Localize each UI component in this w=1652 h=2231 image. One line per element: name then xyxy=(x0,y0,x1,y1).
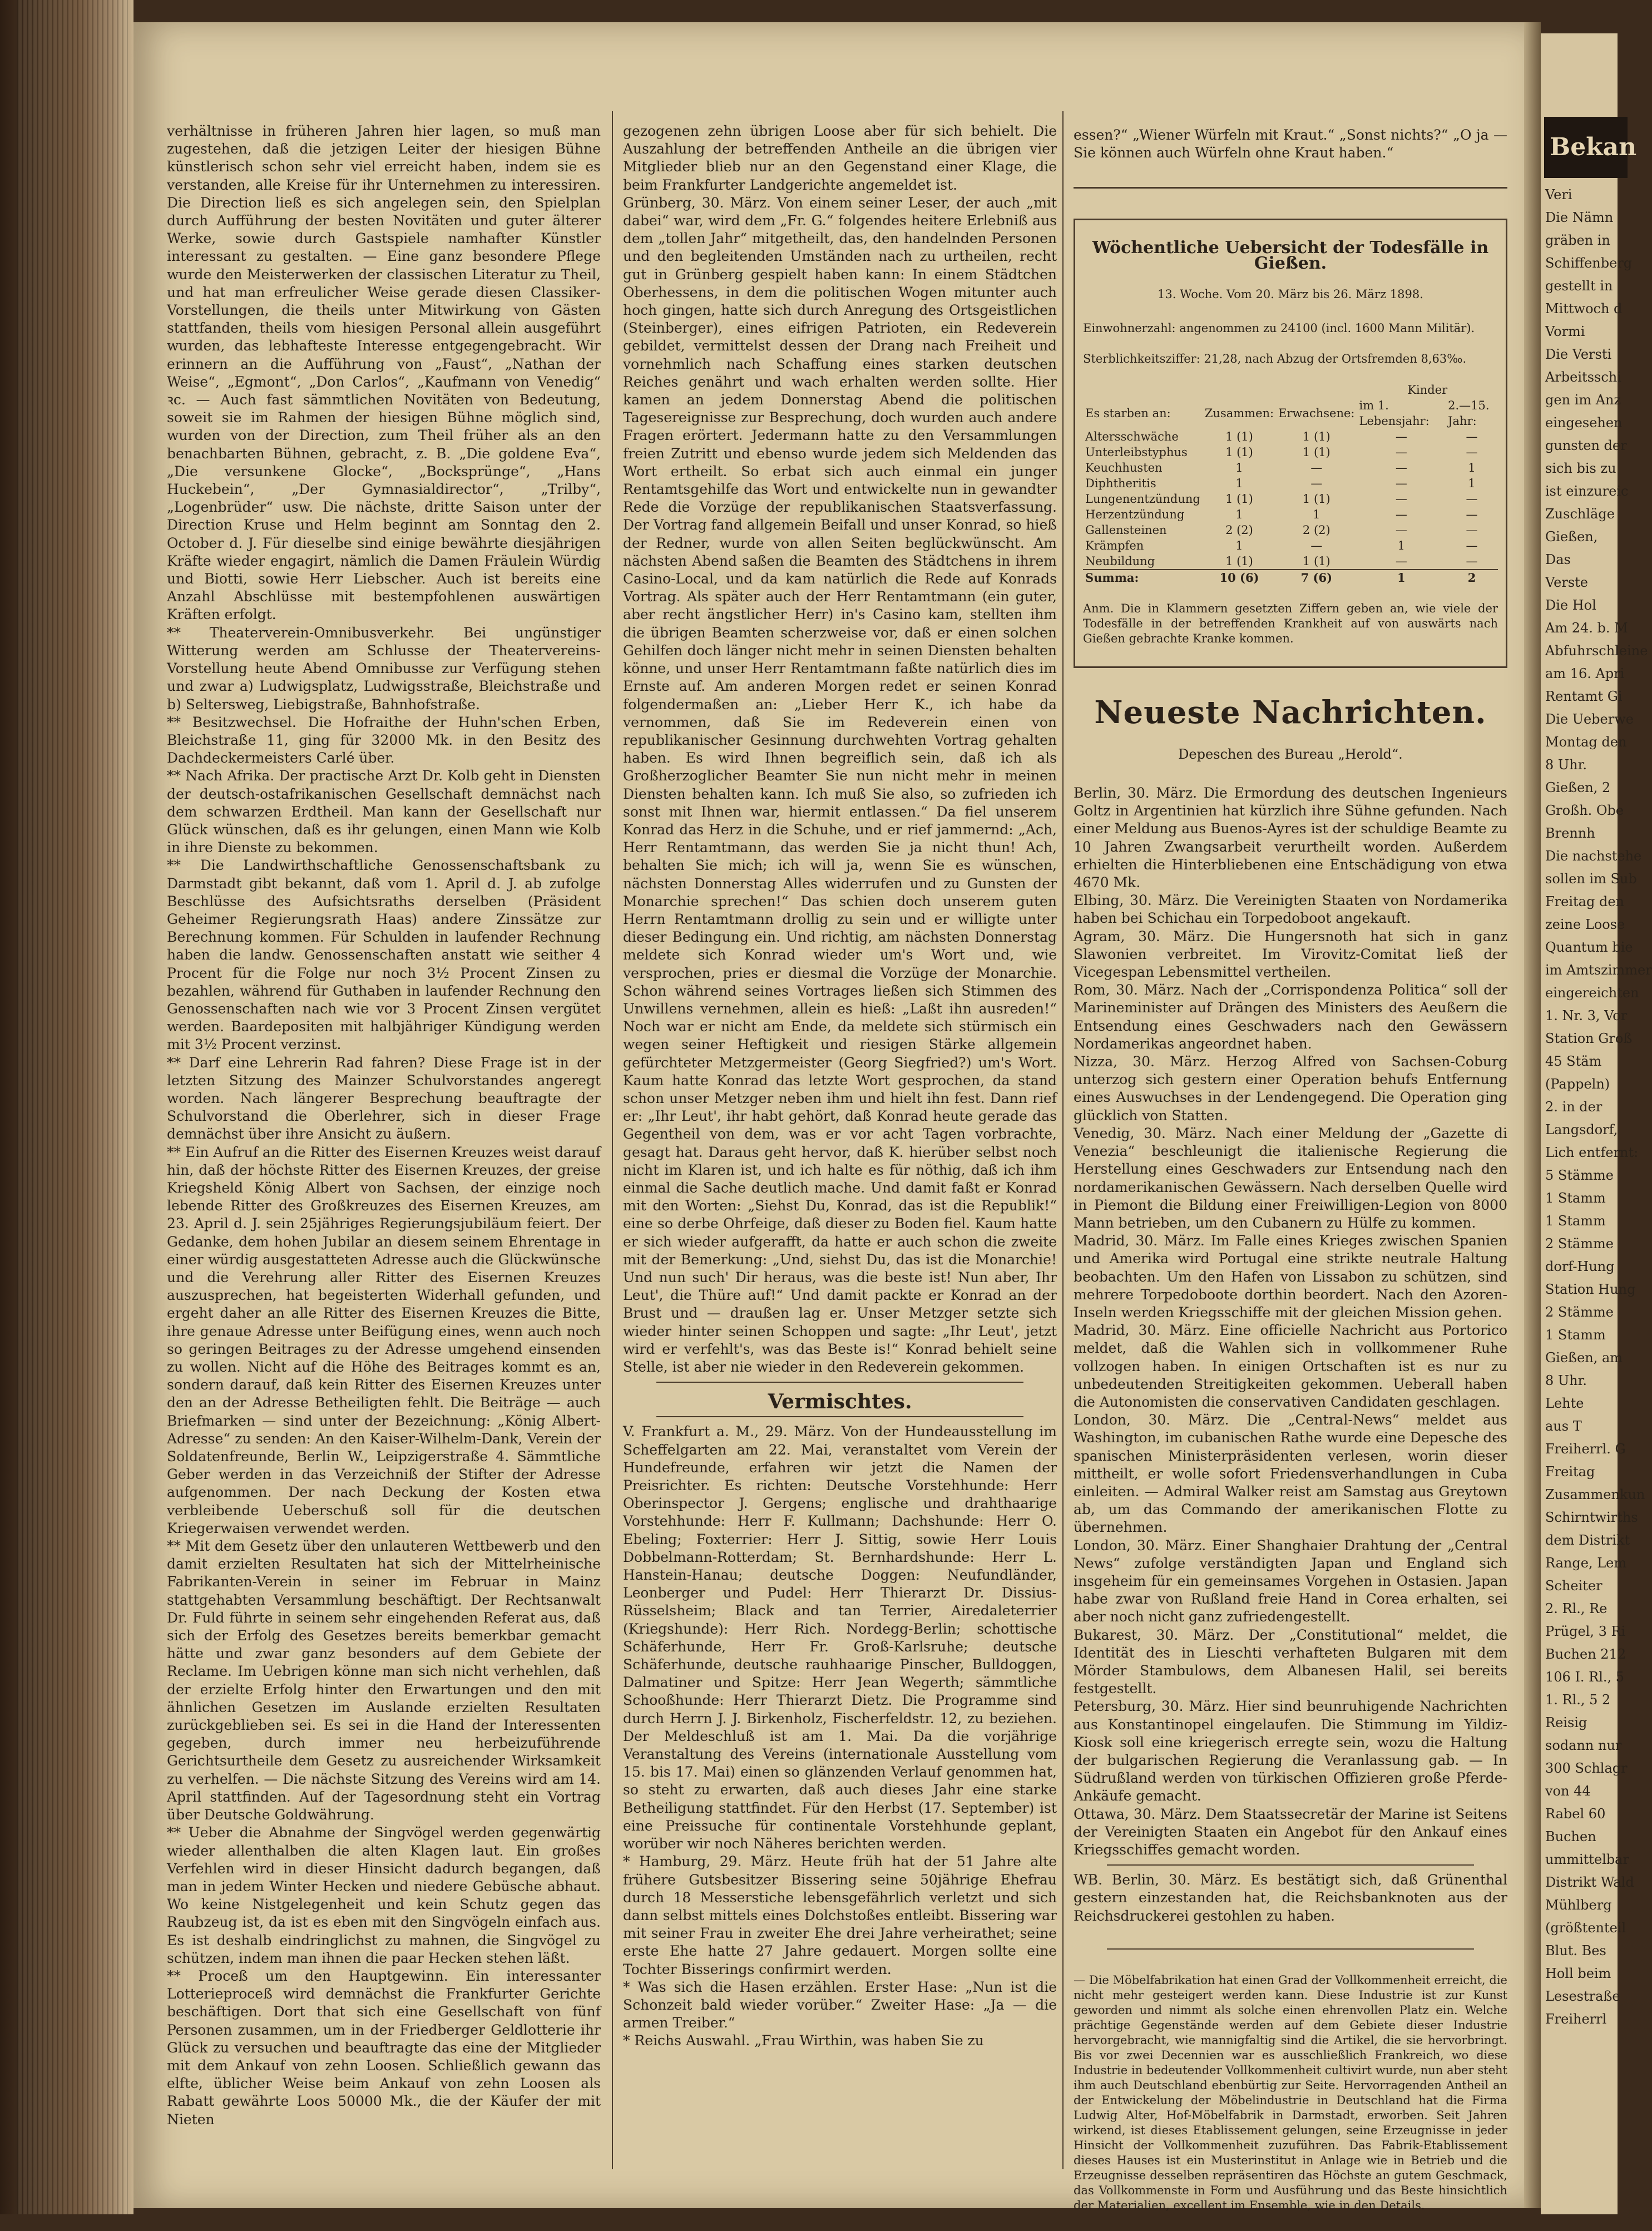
adjacent-line: (größtenteil xyxy=(1545,1920,1626,1936)
article-paragraph: ** Theaterverein-Omnibusverkehr. Bei ungünstiger Witterung werden am Schlusse der Theatervereins-Vorstellung heute Abend Omnibusse zur Verfügung stehen und zwar a) Ludwigsplatz, Ludwigsstraße, Bleichstraße und b) Seltersweg, Liebigstraße, Bahnhofstraße. xyxy=(167,624,601,713)
divider xyxy=(1107,1948,1474,1950)
table-cell: — xyxy=(1466,555,1478,568)
adjacent-line: 2 Stämme xyxy=(1545,1304,1614,1320)
adjacent-line: am 16. Apri xyxy=(1545,666,1625,681)
table-cell: 1 (1) xyxy=(1302,446,1330,459)
adjacent-line: gen im Anz xyxy=(1545,392,1621,408)
table-sum-row xyxy=(1083,570,1498,586)
adjacent-line: Prügel, 3 Ri xyxy=(1545,1624,1626,1639)
news-item: London, 30. März. Einer Shanghaier Drahtung der „Central News“ zufolge verständigten Japan und England sich insgeheim für ein gemeinsames Vorgehen in Ostasien. Japan habe zwar von Rußland freie Hand in Corea erhalten, sei aber noch nicht ganz zufriedengestellt. xyxy=(1074,1537,1507,1625)
adjacent-line: Gießen, 2 xyxy=(1545,780,1611,795)
table-cell: 1 xyxy=(1235,461,1243,475)
table-cell: 1 (1) xyxy=(1225,555,1253,568)
column-middle xyxy=(623,122,1057,2050)
adjacent-line: Zuschläge xyxy=(1545,506,1615,522)
table-cell: — xyxy=(1395,446,1407,459)
adjacent-line: gunsten der xyxy=(1545,438,1627,453)
article-paragraph: ** Ueber die Abnahme der Singvögel werden gegenwärtig wieder allenthalben die alten Klagen laut. Ein großes Verfehlen wird in dieser Hinsicht dadurch begangen, daß man in jedem Winter Hecken und niedere Gebüsche abhaut. Wo keine Nistgelegenheit und kein Schutz gegen das Raubzeug ist, da ist es eben mit den Singvögeln einfach aus. Es ist deshalb eindringlichst zu mahnen, die Singvögel zu schützen, indem man ihnen die paar Hecken stehen läßt. xyxy=(167,1824,601,1966)
table-header: Es starben an: xyxy=(1085,407,1171,421)
adjacent-line: Lehte xyxy=(1545,1396,1584,1411)
table-cell: Summa: xyxy=(1083,570,1203,586)
adjacent-line: Veri xyxy=(1545,187,1572,202)
table-cell: 1 (1) xyxy=(1302,430,1330,444)
news-item: Madrid, 30. März. Im Falle eines Krieges zwischen Spanien und Amerika wird Portugal eine strikte neutrale Haltung beobachten. Um den Hafen von Lissabon zu schützen, sind mehrere Torpedoboote dorthin beordert. Nach den Azoren-Inseln werden Kriegsschiffe mit der gleichen Mission gehen. xyxy=(1074,1233,1507,1320)
adjacent-line: Großh. Obe xyxy=(1545,803,1624,818)
adjacent-line: 5 Stämme xyxy=(1545,1168,1614,1183)
news-item: Nizza, 30. März. Herzog Alfred von Sachsen-Coburg unterzog sich gestern einer Operation behufs Entfernung eines Auswuchses in der Lendengegend. Die Operation ging glücklich von Statten. xyxy=(1074,1053,1507,1124)
mortality-title: Wöchentliche Uebersicht der Todesfälle in Gießen. xyxy=(1092,238,1489,274)
adjacent-line: zeine Loose xyxy=(1545,917,1625,932)
adjacent-line: aus T xyxy=(1545,1418,1582,1434)
adjacent-line: 8 Uhr. xyxy=(1545,1373,1587,1388)
adjacent-line: Abfuhrschleine xyxy=(1545,643,1648,659)
adjacent-line: von 44 xyxy=(1545,1783,1591,1799)
adjacent-line: Brennh xyxy=(1545,825,1595,841)
adjacent-line: Verste xyxy=(1545,575,1588,590)
adjacent-line: Holl beim xyxy=(1545,1966,1611,1981)
mortality-table-box xyxy=(1074,219,1507,668)
adjacent-line: Die Versti xyxy=(1545,347,1612,362)
article-paragraph: Grünberg, 30. März. Von einem seiner Leser, der auch „mit dabei“ war, wird dem „Fr. G.“ folgendes heitere Erlebniß aus dem „tollen Jahr“ mitgetheilt, das, den handelnden Personen und den begleitenden Umständen nach zu urtheilen, recht gut in Grünberg gespielt haben kann: In einem Städtchen Oberhessens, in dem die politischen Wogen mitunter auch hoch gingen, hatte sich durch Anregung des Ortsgeistlichen (Steinberger), eines eifrigen Patrioten, ein Redeverein gebildet, vermittelst dessen der Drang nach Freiheit und vornehmlich nach Schaffung eines starken deutschen Reiches genährt und wach erhalten werden sollte. Hier kamen an jedem Donnerstag Abend die politischen Tagesereignisse zur Besprechung, doch wurden auch andere Fragen erörtert. Jedermann hatte zu den Versammlungen freien Zutritt und ebenso wurde jedem sich Meldenden das Wort ertheilt. So erbat sich auch einmal ein junger Rentamtsgehilfe das Wort und entwickelte nun in gewandter Rede die Vorzüge der republikanischen Staatsverfassung. Der Vortrag fand allgemein Beifall und unser Konrad, so hieß der Redner, wurde von allen Seiten beglückwünscht. Am nächsten Abend saßen die Beamten des Städtchens in ihrem Casino-Local, und da kam natürlich die Rede auf Konrads Vortrag. Als später auch der Herr Rentamtmann (ein guter, aber recht ängstlicher Herr) in's Casino kam, stellten ihm die übrigen Beamten scherzweise vor, daß er einen solchen Gehilfen doch länger nicht mehr in seinen Diensten behalten könne, und unser Herr Rentamtmann faßte natürlich dies im Ernste auf. Am anderen Morgen redet er seinen Konrad folgendermaßen an: „Lieber Herr K., ich habe da vernommen, daß Sie im Redeverein einen von republikanischer Gesinnung durchwehten Vortrag gehalten haben. Es wird Ihnen begreiflich sein, daß ich als Großherzoglicher Beamter Sie nun nicht mehr in meinen Diensten behalten kann. Ich muß Sie also, so zufrieden ich sonst mit Ihnen war, hiermit entlassen.“ Da fiel unserem Konrad das Herz in die Schuhe, und er rief jammernd: „Ach, Herr Rentamtmann, das werden Sie ja nicht thun! Ach, behalten Sie mich; ich will ja, wenn Sie es wünschen, nächsten Donnerstag Alles widerrufen und zu Gunsten der Monarchie sprechen!“ Das schien doch unserem guten Herrn Rentamtmann drollig zu sein und er willigte unter dieser Bedingung ein. Und richtig, am nächsten Donnerstag meldete sich Konrad wieder um's Wort und, wie versprochen, pries er diesmal die Vorzüge der Monarchie. Schon während seines Vortrages ließen sich Stimmen des Unwillens vernehmen, allein es hieß: „Laßt ihn ausreden!“ Noch war er nicht am Ende, da meldete sich stürmisch ein wegen seiner Heftigkeit und riesigen Stärke allgemein gefürchteter Metzgermeister (Georg Siegfried?) um's Wort. Kaum hatte Konrad das letzte Wort gesprochen, da stand schon unser Metzger neben ihm und hielt ihn fest. Dann rief er: „Ihr Leut', ihr habt gehört, daß Konrad heute gerade das Gegentheil von dem, was er vor acht Tagen vorbrachte, gesagt hat. Daraus geht hervor, daß K. hierüber selbst noch nicht im Klaren ist, und ich halte es für nöthig, daß ich ihm einmal die Sache deutlich mache. Und damit faßt er Konrad mit den Worten: „Siehst Du, Konrad, das ist die Republik!“ eine so derbe Ohrfeige, daß dieser zu Boden fiel. Kaum hatte er sich wieder aufgerafft, da hatte er auch schon die zweite mit der Bemerkung: „Und, siehst Du, das ist die Monarchie! Und nun such' Dir heraus, was die beste ist! Nun aber, Ihr Leut', die Thüre auf!“ Und damit packte er Konrad an der Brust und — draußen lag er. Unser Metzger setzte sich wieder hinter seinen Schoppen und sagte: „Ihr Leut', jetzt wird er verfehlt's, was das Beste is!“ Konrad behielt seine Stelle, ist aber nie wieder in den Redeverein gekommen. xyxy=(623,194,1057,1376)
section-title: Vermischtes. xyxy=(768,1390,912,1414)
adjacent-line: Am 24. b. M xyxy=(1545,620,1628,636)
table-cell: — xyxy=(1466,539,1478,553)
adjacent-line: sich bis zu xyxy=(1545,461,1616,476)
adjacent-line: Buchen 212 xyxy=(1545,1646,1626,1662)
news-item: Rom, 30. März. Nach der „Corrispondenza Politica“ soll der Marineminister auf Drängen des Ministers des Aeußern die Entsendung eines Geschwaders nach den Gewässern Nordamerikas angeordnet haben. xyxy=(1074,982,1507,1052)
article-paragraph: ** Proceß um den Hauptgewinn. Ein interessanter Lotterieproceß wird demnächst die Frankfurter Gerichte beschäftigen. Dort that sich eine Gesellschaft von fünf Personen zusammen, um in der Friedberger Geldlotterie ihr Glück zu versuchen und beauftragte das eine der Mitglieder mit dem Ankauf von zehn Loosen. Schließlich gewann das elfte, üblicher Weise beim Ankauf von zehn Loosen als Rabatt gewährte Loos 50000 Mk., die der Käufer der mit Nieten xyxy=(167,1967,601,2128)
adjacent-line: (Pappeln) xyxy=(1545,1076,1610,1092)
divider xyxy=(656,1416,1023,1417)
adjacent-line: ist einzureic xyxy=(1545,483,1629,499)
table-header: Erwachsene: xyxy=(1278,407,1355,421)
table-cell: — xyxy=(1395,430,1407,444)
article-paragraph: ** Die Landwirthschaftliche Genossenschaftsbank zu Darmstadt gibt bekannt, daß vom 1. April d. J. ab zufolge Beschlüsse des Aufsichtsraths derselben (Präsident Geheimer Regierungsrath Haas) andere Zinssätze zur Berechnung kommen. Für Schulden in laufender Rechnung haben die landw. Genossenschaften anstatt wie seither 4 Procent für die Folge nur noch 3½ Procent Zinsen zu bezahlen, während für Guthaben in laufender Rechnung den Genossenschaften nach wie vor 3 Procent Zinsen vergütet werden. Baardepositen mit halbjähriger Kündigung werden mit 3½ Procent verzinst. xyxy=(167,857,601,1053)
misc-paragraph: * Was sich die Hasen erzählen. Erster Hase: „Nun ist die Schonzeit bald wieder vorüber.“ Zweiter Hase: „Ja — die armen Treiber.“ xyxy=(623,1978,1057,2031)
table-cell: — xyxy=(1395,555,1407,568)
table-cell: 2 (2) xyxy=(1225,523,1253,537)
article-paragraph: ** Besitzwechsel. Die Hofraithe der Huhn'schen Erben, Bleichstraße 11, ging für 32000 Mk. in den Besitz des Dachdeckermeisters Carlé über. xyxy=(167,714,601,766)
adjacent-line: 1. Rl., 5 2 xyxy=(1545,1692,1611,1708)
table-cell: Gallensteinen xyxy=(1085,523,1167,537)
adjacent-line: Station Groß xyxy=(1545,1031,1633,1046)
table-cell: — xyxy=(1466,430,1478,444)
adjacent-line: 300 Schlagr xyxy=(1545,1760,1628,1776)
table-cell: 7 (6) xyxy=(1276,570,1357,586)
adjacent-line: Blut. Bes xyxy=(1545,1943,1606,1958)
adjacent-line: Rentamt Gi xyxy=(1545,689,1623,704)
news-item: Petersburg, 30. März. Hier sind beunruhigende Nachrichten aus Konstantinopel eingelaufen. Die Stimmung im Yildiz-Kiosk soll eine kriegerisch erregte sein, wozu die Haltung der bulgarischen Regierung die Veranlassung gab. — In Südrußland werden von türkischen Offizieren große Pferde-Ankäufe gemacht. xyxy=(1074,1698,1507,1804)
table-cell: 2 xyxy=(1446,570,1498,586)
table-cell: 2 (2) xyxy=(1302,523,1330,537)
table-cell: 1 xyxy=(1468,461,1476,475)
column-right xyxy=(1074,108,1507,2231)
table-cell: Diphtheritis xyxy=(1085,477,1156,491)
mortality-subtitle: 13. Woche. Vom 20. März bis 26. März 1898. xyxy=(1158,288,1423,301)
table-header: im 1. Lebensjahr: xyxy=(1359,399,1430,428)
adjacent-line: Freitag den xyxy=(1545,894,1624,909)
article-paragraph: ** Ein Aufruf an die Ritter des Eisernen Kreuzes weist darauf hin, daß der höchste Ritter des Eisernen Kreuzes, der greise Kriegsheld König Albert von Sachsen, der einzige noch lebende Ritter des Großkreuzes des Eisernen Kreuzes, am 23. April d. J. sein 25jähriges Regierungsjubiläum feiert. Der Gedanke, dem hohen Jubilar an diesem seinem Ehrentage in einer würdig ausgestatteten Adresse auch die Glückwünsche und die Verehrung aller Ritter des Eisernen Kreuzes auszusprechen, hat begeisterten Widerhall gefunden, und ergeht daher an alle Ritter des Eisernen Kreuzes die Bitte, ihre genaue Adresse unter Beifügung eines, wenn auch noch so geringen Beitrages zu der Adresse umgehend einsenden zu wollen. Nicht auf die Höhe des Beitrages kommt es an, sondern darauf, daß kein Ritter des Eisernen Kreuzes unter den an der Adresse Betheiligten fehlt. Die Beiträge — auch Briefmarken — sind unter der Bezeichnung: „König Albert-Adresse“ zu senden: An den Kaiser-Wilhelm-Dank, Verein der Soldatenfreunde, Berlin W., Leipzigerstraße 4. Sämmtliche Geber werden in das Verzeichniß der Stifter der Adresse aufgenommen. Der nach Deckung der Kosten etwa verbleibende Ueberschuß soll für die deutschen Kriegerwaisen verwendet werden. xyxy=(167,1144,601,1536)
table-row xyxy=(1083,507,1498,522)
adjacent-line: Die Ueberwe xyxy=(1545,711,1634,727)
misc-paragraph: * Hamburg, 29. März. Heute früh hat der 51 Jahre alte frühere Gutsbesitzer Bissering seine 50jährige Ehefrau durch 18 Messerstiche lebensgefährlich verletzt und sich dann selbst mittels eines Dolchstoßes entleibt. Bissering war mit seiner Frau in zweiter Ehe drei Jahre verheirathet; seine erste Ehe hatte 27 Jahre gedauert. Morgen sollte eine Tochter Bisserings confirmirt werden. xyxy=(623,1853,1057,1977)
news-headline: Neueste Nachrichten. xyxy=(1094,694,1487,731)
table-cell: 1 xyxy=(1235,508,1243,522)
table-cell: 1 (1) xyxy=(1302,555,1330,568)
adjacent-line: Mittwoch d xyxy=(1545,301,1623,316)
adjacent-line: Reisig xyxy=(1545,1715,1587,1730)
adjacent-line: Range, Lem xyxy=(1545,1555,1627,1571)
news-byline: Depeschen des Bureau „Herold“. xyxy=(1178,746,1403,762)
adjacent-line: 1 Stamm xyxy=(1545,1190,1606,1206)
news-body xyxy=(1074,784,1507,1925)
adjacent-line: sollen im Sub xyxy=(1545,871,1637,887)
news-item: Berlin, 30. März. Die Ermordung des deutschen Ingenieurs Goltz in Argentinien hat kürzlich ihre Sühne gefunden. Nach einer Meldung aus Buenos-Ayres ist der schuldige Beamte zu 10 Jahren Zwangsarbeit verurtheilt worden. Außerdem erhielten die Hinterbliebenen eine Entschädigung von etwa 4670 Mk. xyxy=(1074,785,1507,891)
adjacent-line: Die Nämn xyxy=(1545,210,1614,225)
article-paragraph: ** Nach Afrika. Der practische Arzt Dr. Kolb geht in Diensten der deutsch-ostafrikanischen Gesellschaft demnächst nach dem schwarzen Erdtheil. Man kann der Gesellschaft nur Glück wünschen, daß es ihr gelungen, einen Mann wie Kolb in ihre Dienste zu bekommen. xyxy=(167,768,601,856)
adjacent-line: Montag den xyxy=(1545,734,1627,750)
kinder-label: Kinder xyxy=(1407,383,1448,397)
table-row xyxy=(1083,460,1498,476)
adjacent-line: Freiherrl. G xyxy=(1545,1441,1626,1457)
table-cell: Neubildung xyxy=(1085,555,1155,568)
adjacent-line: 2. in der xyxy=(1545,1099,1602,1115)
table-row xyxy=(1083,553,1498,570)
adjacent-line: gräben in xyxy=(1545,233,1610,248)
adjacent-line: dem Distrikt xyxy=(1545,1532,1630,1548)
table-row xyxy=(1083,429,1498,444)
adjacent-page-lines xyxy=(1545,184,1652,2031)
mortality-population: Einwohnerzahl: angenommen zu 24100 (incl. 1600 Mann Militär). xyxy=(1083,321,1475,335)
column-left xyxy=(167,122,601,2129)
adjacent-line: Freiherrl xyxy=(1545,2011,1607,2027)
table-cell: — xyxy=(1395,523,1407,537)
table-cell: Keuchhusten xyxy=(1085,461,1163,475)
adjacent-line: 106 I. Rl., 5 xyxy=(1545,1669,1625,1685)
table-cell: 1 (1) xyxy=(1225,492,1253,506)
table-cell: Krämpfen xyxy=(1085,539,1144,553)
adjacent-line: Schiffenberg xyxy=(1545,255,1633,271)
news-item: Ottawa, 30. März. Dem Staatssecretär der Marine ist Seitens der Vereinigten Staaten ein Angebot für den Ankauf eines Kriegsschiffes gemacht worden. xyxy=(1074,1805,1507,1858)
news-item: Madrid, 30. März. Eine officielle Nachricht aus Portorico meldet, daß die Wahlen sich in vollkommener Ruhe vollzogen haben. In einigen Ortschaften ist es nur zu unbedeutenden Streitigkeiten gekommen. Ueberall haben die Autonomisten die conservativen Candidaten geschlagen. xyxy=(1074,1322,1507,1410)
table-cell: — xyxy=(1395,492,1407,506)
table-cell: — xyxy=(1310,461,1323,475)
article-paragraph: gezogenen zehn übrigen Loose aber für sich behielt. Die Auszahlung der betreffenden Antheile an die übrigen vier Mitglieder blieb nur an den Gegenstand einer Klage, die beim Frankfurter Landgerichte angemeldet ist. xyxy=(623,123,1057,193)
table-cell: 1 xyxy=(1357,570,1446,586)
misc-paragraph: * Reichs Auswahl. „Frau Wirthin, was haben Sie zu xyxy=(623,2032,984,2049)
table-cell: — xyxy=(1466,492,1478,506)
news-item: Bukarest, 30. März. Der „Constitutional“ meldet, die Identität des in Lieschti verhafteten Bulgaren mit dem Mörder Stambulows, dem Albanesen Halil, sei bereits festgestellt. xyxy=(1074,1626,1507,1697)
adjacent-line: ummittelbar xyxy=(1545,1852,1629,1867)
misc-paragraph: V. Frankfurt a. M., 29. März. Von der Hundeausstellung im Scheffelgarten am 22. Mai, veranstaltet vom Verein der Hundefreunde, erfahren wir jetzt die Namen der Preisrichter. Es richten: Deutsche Vorstehhunde: Herr Oberinspector J. Gergens; englische und drahthaarige Vorstehhunde: Herr F. Kullmann; Dachshunde: Herr O. Ebeling; Foxterrier: Herr J. Sittig, sowie Herr Louis Dobbelmann-Rotterdam; St. Bernhardshunde: Herr L. Hanstein-Hanau; deutsche Doggen: Neufundländer, Leonberger und Pudel: Herr Thierarzt Dr. Dissius-Rüsselsheim; Black and tan Terrier, Airedaleterrier (Kriegshunde): Herr Rich. Nordegg-Berlin; schottische Schäferhunde, Herr Fr. Groß-Karlsruhe; deutsche Schäferhunde, deutsche rauhhaarige Pinscher, Bulldoggen, Dalmatiner und Spitze: Herr Jean Wegerth; sämmtliche Schooßhunde: Herr Thierarzt Dietz. Die Programme sind durch Herrn J. J. Birkenholz, Fischerfeldstr. 12, zu beziehen. Der Meldeschluß ist am 1. Mai. Da die vorjährige Veranstaltung des Vereins (internationale Ausstellung vom 15. bis 17. Mai) einen so glänzenden Verlauf genommen hat, so steht zu erwarten, daß auch dieses Jahr eine starke Betheiligung stattfindet. Für den Herbst (17. September) ist eine Preissuche für continentale Vorstehhunde geplant, worüber wir noch Näheres berichten werden. xyxy=(623,1423,1057,1852)
adjacent-line: Die Hol xyxy=(1545,597,1596,613)
adjacent-line: Freitag xyxy=(1545,1464,1595,1480)
adjacent-line: Scheiter xyxy=(1545,1578,1602,1594)
adjacent-line: eingereichten xyxy=(1545,985,1639,1001)
adjacent-line: 2 Stämme xyxy=(1545,1236,1614,1251)
book-binding xyxy=(0,0,133,2214)
table-row xyxy=(1083,522,1498,538)
divider xyxy=(1074,187,1507,189)
adjacent-line: 8 Uhr. xyxy=(1545,757,1587,773)
page-gutter xyxy=(1524,22,1541,2208)
divider xyxy=(1107,1864,1474,1866)
adjacent-line: im Amtszimmer xyxy=(1545,962,1652,978)
adjacent-line: Gießen, am xyxy=(1545,1350,1623,1366)
table-cell: — xyxy=(1466,523,1478,537)
adjacent-line: gestellt in xyxy=(1545,278,1613,294)
article-paragraph: verhältnisse in früheren Jahren hier lagen, so muß man zugestehen, daß die jetzigen Leiter der hiesigen Bühne künstlerisch schon sehr viel erreicht haben, indem sie es verstanden, alle Kreise für ihr Unternehmen zu interessiren. Die Direction ließ es sich angelegen sein, den Spielplan durch Aufführung der besten Novitäten und guter älterer Werke, sowie durch Gastspiele namhafter Künstler interessant zu gestalten. — Eine ganz besondere Pflege wurde den Meisterwerken der classischen Literatur zu Theil, und hat man erfreulicher Weise gerade diesen Classiker-Vorstellungen, die theils unter Mitwirkung von Gästen stattfanden, theils vom hiesigen Personal allein ausgeführt wurden, das lebhafteste Interesse entgegengebracht. Wir erinnern an die Aufführung von „Faust“, „Nathan der Weise“, „Egmont“, „Don Carlos“, „Kaufmann von Venedig“ ꝛc. — Auch fast sämmtlichen Novitäten von Bedeutung, soweit sie im Rahmen der hiesigen Bühne möglich sind, wurden von der Direction, zum Theil früher als an den benachbarten Bühnen, gebracht, z. B. „Die goldene Eva“, „Die versunkene Glocke“, „Bocksprünge“, „Hans Huckebein“, „Der Gymnasialdirector“, „Trilby“, „Logenbrüder“ usw. Die nächste, dritte Saison unter der Direction Kruse und Helm beginnt am Sonntag den 2. October d. J. Für dieselbe sind einige bewährte diesjährigen Kräfte wieder engagirt, nämlich die Damen Fräulein Würdig und Biotti, sowie Herr Liebscher. Auch ist bereits eine Anzahl Abschlüsse mit bestempfohlenen auswärtigen Kräften erfolgt. xyxy=(167,123,601,623)
table-row xyxy=(1083,538,1498,553)
adjacent-line: Lich entfernt: xyxy=(1545,1145,1639,1160)
adjacent-line: Schirntwirths xyxy=(1545,1510,1638,1525)
adjacent-line: Mühlberg xyxy=(1545,1897,1612,1913)
column-rule xyxy=(612,111,613,2169)
table-cell: 10 (6) xyxy=(1203,570,1276,586)
news-item: London, 30. März. Die „Central-News“ meldet aus Washington, im cubanischen Rathe wurde eine Depesche des spanischen Ministerpräsidenten verlesen, worin dieser mittheilt, er wolle sofort Friedensverhandlungen in Cuba einleiten. — Admiral Walker reist am Samstag aus Greytown ab, um das Commando der amerikanischen Flotte zu übernehmen. xyxy=(1074,1412,1507,1536)
adjacent-line: 1 Stamm xyxy=(1545,1327,1606,1343)
adjacent-line: Lesestraße xyxy=(1545,1988,1620,2004)
adjacent-line: Vormi xyxy=(1545,324,1585,339)
adjacent-line: Zusammenkun xyxy=(1545,1487,1645,1502)
table-cell: 1 xyxy=(1235,477,1243,491)
mortality-note: Anm. Die in Klammern gesetzten Ziffern geben an, wie viele der Todesfälle in der betreffenden Krankheit auf von auswärts nach Gießen gebrachte Kranke kommen. xyxy=(1083,602,1498,646)
adjacent-line: 45 Stäm xyxy=(1545,1053,1602,1069)
adjacent-line: Die nachstehe xyxy=(1545,848,1642,864)
news-item: WB. Berlin, 30. März. Es bestätigt sich, daß Grünenthal gestern einzestanden hat, die Reichsbanknoten aus der Reichsdruckerei gestohlen zu haben. xyxy=(1074,1872,1507,1924)
mortality-rate: Sterblichkeitsziffer: 21,28, nach Abzug der Ortsfremden 8,63‰. xyxy=(1083,352,1467,366)
adjacent-line: Quantum bie xyxy=(1545,939,1633,955)
table-row xyxy=(1083,491,1498,507)
adjacent-header-box: Bekan xyxy=(1544,117,1628,178)
article-paragraph: ** Darf eine Lehrerin Rad fahren? Diese Frage ist in der letzten Sitzung des Mainzer Schulvorstandes angeregt worden. Nach längerer Besprechung beauftragte der Schulvorstand die Oberlehrer, sich in dieser Frage demnächst über ihre Ansicht zu äußern. xyxy=(167,1054,601,1142)
article-paragraph: ** Mit dem Gesetz über den unlauteren Wettbewerb und den damit erzielten Resultaten hat sich der Mittelrheinische Fabrikanten-Verein in seiner im Februar in Mainz stattgehabten Versammlung beschäftigt. Der Rechtsanwalt Dr. Fuld führte in seinem sehr eingehenden Referat aus, daß sich der Erfolg des Gesetzes bereits bemerkbar gemacht hätte und zwar ganz besonders auf dem Gebiete der Reclame. Im Uebrigen könne man sich nicht verhehlen, daß der erzielte Erfolg hinter den Erwartungen und den mit ähnlichen Gesetzen im Auslande erzielten Resultaten zurückgeblieben sei. Es sei in die Hand der Interessenten gegeben, durch immer neu herbeizuführende Gerichtsurtheile dem Gesetz zu ausreichender Wirksamkeit zu verhelfen. — Die nächste Sitzung des Vereins wird am 14. April stattfinden. Auf der Tagesordnung steht ein Vortrag über Deutsche Goldwährung. xyxy=(167,1538,601,1823)
adjacent-line: Arbeitsschi xyxy=(1545,369,1621,385)
joke-continuation: essen?“ „Wiener Würfeln mit Kraut.“ „Sonst nichts?“ „O ja — Sie können auch Würfeln ohne Kraut haben.“ xyxy=(1074,127,1507,161)
table-header: Zusammen: xyxy=(1204,407,1274,421)
table-cell: Unterleibstyphus xyxy=(1085,446,1188,459)
table-cell: 1 xyxy=(1397,539,1405,553)
adjacent-line: Rabel 60 xyxy=(1545,1806,1606,1822)
table-cell: Lungenentzündung xyxy=(1085,492,1200,506)
adjacent-line: 1. Nr. 3, Vor xyxy=(1545,1008,1628,1023)
table-cell: 1 (1) xyxy=(1225,446,1253,459)
news-item: Elbing, 30. März. Die Vereinigten Staaten von Nordamerika haben bei Schichau ein Torpedoboot angekauft. xyxy=(1074,892,1507,927)
table-cell: — xyxy=(1466,508,1478,522)
adjacent-line: 2. Rl., Re xyxy=(1545,1601,1608,1616)
table-cell: 1 xyxy=(1235,539,1243,553)
binding-page-edges xyxy=(17,0,128,2214)
table-header: 2.—15. Jahr: xyxy=(1448,399,1490,428)
table-cell: — xyxy=(1466,446,1478,459)
table-cell: Herzentzündung xyxy=(1085,508,1185,522)
table-cell: 1 xyxy=(1313,508,1320,522)
adjacent-page xyxy=(1541,33,1652,2214)
adjacent-line: eingesehen xyxy=(1545,415,1623,431)
table-row xyxy=(1083,476,1498,491)
column-rule xyxy=(1062,111,1064,2169)
adjacent-line: sodann nur xyxy=(1545,1738,1622,1753)
adjacent-line: Gießen, xyxy=(1545,529,1598,545)
table-cell: 1 xyxy=(1468,477,1476,491)
mortality-table xyxy=(1083,382,1498,586)
table-cell: — xyxy=(1310,539,1323,553)
table-cell: — xyxy=(1310,477,1323,491)
table-cell: — xyxy=(1395,508,1407,522)
table-row xyxy=(1083,444,1498,460)
adjacent-line: Distrikt Wald xyxy=(1545,1874,1634,1890)
adjacent-line: 1 Stamm xyxy=(1545,1213,1606,1229)
adjacent-line: Langsdorf, xyxy=(1545,1122,1618,1137)
divider xyxy=(656,1382,1023,1383)
adjacent-line: Das xyxy=(1545,552,1571,567)
news-item: Venedig, 30. März. Nach einer Meldung der „Gazette di Venezia“ beschleunigt die italienische Regierung die Herstellung eines Geschwaders zur Entsendung nach den nordamerikanischen Gewässern. Nach derselben Quelle wird in Piemont die Bildung einer Freiwilligen-Legion von 8000 Mann betrieben, um den Cubanern zu Hülfe zu kommen. xyxy=(1074,1125,1507,1231)
table-cell: 1 (1) xyxy=(1225,430,1253,444)
table-cell: — xyxy=(1395,461,1407,475)
adjacent-line: dorf-Hung xyxy=(1545,1259,1615,1274)
table-cell: 1 (1) xyxy=(1302,492,1330,506)
table-cell: — xyxy=(1395,477,1407,491)
adjacent-line: Buchen xyxy=(1545,1829,1596,1844)
news-item: Agram, 30. März. Die Hungersnoth hat sich in ganz Slawonien verbreitet. Im Virovitz-Comitat ließ der Vicegespan Lebensmittel vertheilen. xyxy=(1074,928,1507,981)
furniture-feature: — Die Möbelfabrikation hat einen Grad der Vollkommenheit erreicht, die nicht mehr gesteigert werden kann. Diese Industrie ist zur Kunst geworden und nimmt als solche einen ehrenvollen Platz ein. Welche prächtige Gegenstände werden auf dem Gebiete dieser Industrie hervorgebracht, wie mannigfaltig sind die Artikel, die sie hervorbringt. Bis vor zwei Decennien war es ausschließlich Frankreich, wo diese Industrie in bedeutender Vollkommenheit cultivirt wurde, nun aber steht ihm auch Deutschland ebenbürtig zur Seite. Hervorragenden Antheil an der Entwickelung der Möbelindustrie in Deutschland hat die Firma Ludwig Alter, Hof-Möbelfabrik in Darmstadt, erworben. Seit Jahren wirkend, ist dieses Etablissement gelungen, seine Erzeugnisse in jeder Hinsicht der Vollkommenheit zuzuführen. Das Fabrik-Etablissement dieses Hauses ist ein Musterinstitut in Anlage wie in Betrieb und die Erzeugnisse desselben repräsentiren das Höchste an gutem Geschmack, das Vollkommenste in Form und Ausführung und das Beste hinsichtlich der Materialien, excellent im Ensemble, wie in den Details. xyxy=(1074,1973,1507,2213)
table-cell: Altersschwäche xyxy=(1085,430,1179,444)
adjacent-line: Station Hung xyxy=(1545,1282,1636,1297)
